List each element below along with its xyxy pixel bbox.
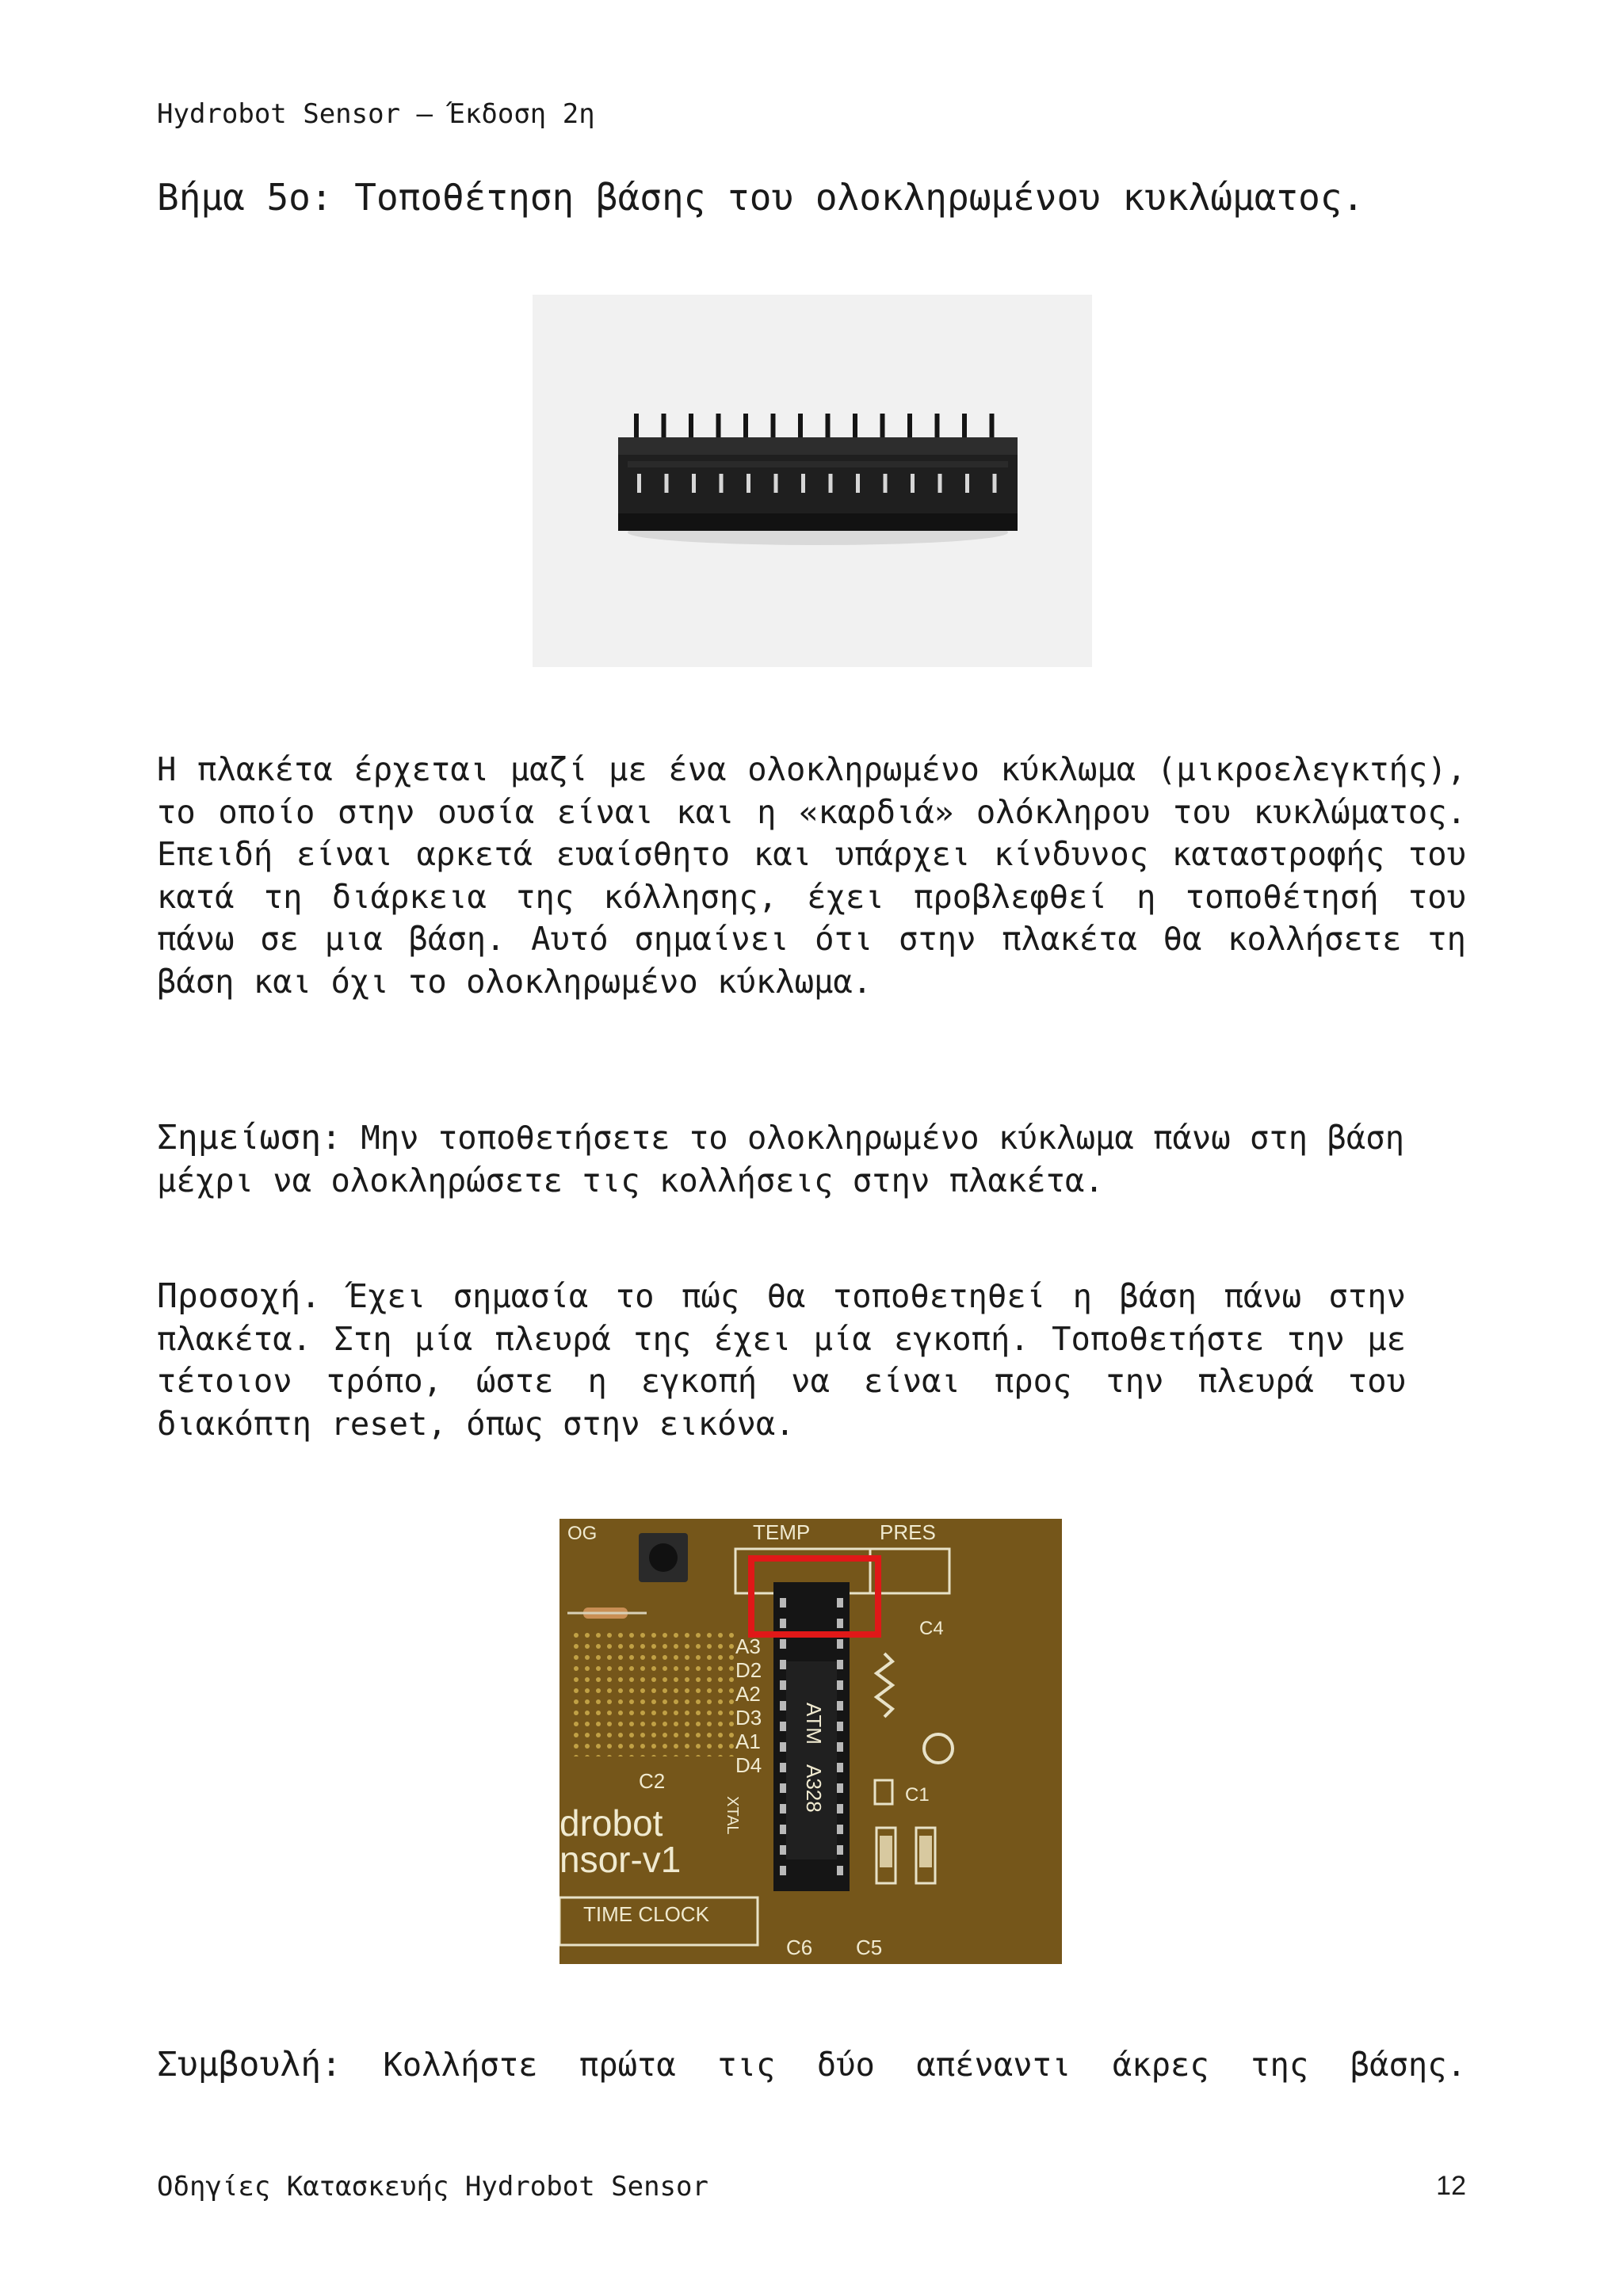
pcb-socket-pin xyxy=(837,1804,843,1814)
socket-contact xyxy=(801,474,805,493)
socket-contact xyxy=(692,474,696,493)
pcb-label-time-clock: TIME CLOCK xyxy=(583,1902,709,1926)
pcb-label-xtal: XTAL xyxy=(724,1796,741,1835)
pcb-label-brand-2: nsor-v1 xyxy=(559,1839,682,1880)
pcb-socket-pin xyxy=(780,1680,786,1690)
ic-socket-photo xyxy=(533,295,1092,667)
socket-contact xyxy=(665,474,669,493)
pcb-socket-pin xyxy=(780,1804,786,1814)
intro-paragraph: Η πλακέτα έρχεται μαζί με ένα ολοκληρωμένο κύκλωμα (μικροελεγκτής), το οποίο στην ουσία είναι και η «καρδιά» ολόκληρου του κυκλώματος. Επειδή είναι αρκετά ευαίσθητο και υπάρχει κίνδυνος καταστροφής του κατά τη διάρκεια της κόλλησης, έχει προβλεφθεί η τοποθέτησή του πάνω σε μια βάση. Αυτό σημαίνει ότι στην πλακέτα θα κολλήσετε τη βάση και όχι το ολοκληρωμένο κύκλωμα. xyxy=(157,750,1466,1001)
page-number: 12 xyxy=(1436,2171,1466,2201)
pcb-socket-pin xyxy=(837,1619,843,1628)
tip-block xyxy=(157,2044,1466,2087)
pcb-socket-pin xyxy=(780,1845,786,1855)
pcb-photo xyxy=(559,1519,1062,1964)
running-header: Hydrobot Sensor – Έκδοση 2η xyxy=(157,98,595,130)
pcb-socket-pin xyxy=(837,1742,843,1752)
pcb-pin-label: A2 xyxy=(735,1682,761,1706)
caution-block xyxy=(157,1276,1406,1445)
pcb-socket-pin xyxy=(780,1742,786,1752)
pcb-socket-pin xyxy=(837,1763,843,1772)
socket-contact xyxy=(637,474,641,493)
step-title: Βήμα 5ο: Τοποθέτηση βάσης του ολοκληρωμένου κυκλώματος. xyxy=(157,176,1365,219)
socket-contact xyxy=(884,474,888,493)
caution-label: Προσοχή. xyxy=(157,1276,322,1316)
pcb-socket-pin xyxy=(837,1660,843,1669)
tip-label: Συμβουλή: xyxy=(157,2045,342,2084)
footer-doc-title: Οδηγίες Κατασκευής Hydrobot Sensor xyxy=(157,2171,708,2203)
pcb-socket-pin xyxy=(780,1783,786,1793)
pcb-socket-pin xyxy=(780,1598,786,1608)
pcb-socket-pin xyxy=(837,1701,843,1711)
pcb-socket-pin xyxy=(837,1783,843,1793)
socket-contact xyxy=(965,474,969,493)
socket-contact xyxy=(938,474,942,493)
pcb-label-c5: C5 xyxy=(856,1936,883,1959)
note-block xyxy=(157,1117,1406,1202)
socket-contact xyxy=(747,474,750,493)
socket-contact xyxy=(829,474,833,493)
pcb-label-c4: C4 xyxy=(919,1618,944,1639)
note-text: Μην τοποθετήσετε το ολοκληρωμένο κύκλωμα πάνω στη βάση μέχρι να ολοκληρώσετε τις κολλήσεις στην πλακέτα. xyxy=(157,1119,1405,1199)
pcb-socket-pin xyxy=(780,1660,786,1669)
pcb-socket-pin xyxy=(780,1619,786,1628)
pcb-socket-pin xyxy=(837,1598,843,1608)
pcb-socket-pin xyxy=(780,1825,786,1834)
pcb-socket-pin xyxy=(780,1866,786,1875)
socket-contact xyxy=(720,474,724,493)
pcb-socket-pin xyxy=(837,1825,843,1834)
pcb-pin-label: A1 xyxy=(735,1730,761,1753)
pcb-label-chip-2: A328 xyxy=(802,1764,826,1813)
pcb-socket-pin xyxy=(780,1763,786,1772)
pcb-socket-pin xyxy=(837,1866,843,1875)
pcb-socket-pin xyxy=(780,1722,786,1731)
pcb-pin-label: A3 xyxy=(735,1634,761,1658)
socket-contact xyxy=(856,474,860,493)
pcb-socket-pin xyxy=(780,1701,786,1711)
pcb-socket-pin xyxy=(837,1680,843,1690)
pcb-label-pres: PRES xyxy=(880,1520,936,1544)
caution-text: Έχει σημασία το πώς θα τοποθετηθεί η βάση πάνω στην πλακέτα. Στη μία πλευρά της έχει μία εγκοπή. Τοποθετήστε την με τέτοιον τρόπο, ώστε η εγκοπή να είναι προς την πλευρά του διακόπτη reset, όπως στην εικόνα. xyxy=(157,1277,1406,1443)
pcb-pin-label: D3 xyxy=(735,1706,762,1730)
pcb-pin-label: D2 xyxy=(735,1658,762,1682)
pcb-label-chip-1: ATM xyxy=(802,1703,826,1745)
pcb-socket-pin xyxy=(837,1845,843,1855)
socket-contact xyxy=(993,474,997,493)
pcb-pin-label: D4 xyxy=(735,1753,762,1777)
pcb-socket-pin xyxy=(780,1639,786,1649)
pcb-label-c2: C2 xyxy=(639,1769,666,1793)
pcb-label-og: OG xyxy=(567,1523,598,1544)
socket-contact xyxy=(911,474,915,493)
note-label: Σημείωση: xyxy=(157,1118,342,1158)
pcb-socket-pin xyxy=(837,1722,843,1731)
pcb-socket-pin xyxy=(837,1639,843,1649)
pcb-label-c6: C6 xyxy=(786,1936,813,1959)
pcb-label-c1: C1 xyxy=(905,1784,930,1806)
pcb-label-brand-1: drobot xyxy=(559,1802,663,1844)
tip-text: Κολλήστε πρώτα τις δύο απέναντι άκρες της βάσης. xyxy=(383,2046,1466,2084)
pcb-label-temp: TEMP xyxy=(753,1520,811,1544)
socket-contact xyxy=(774,474,778,493)
